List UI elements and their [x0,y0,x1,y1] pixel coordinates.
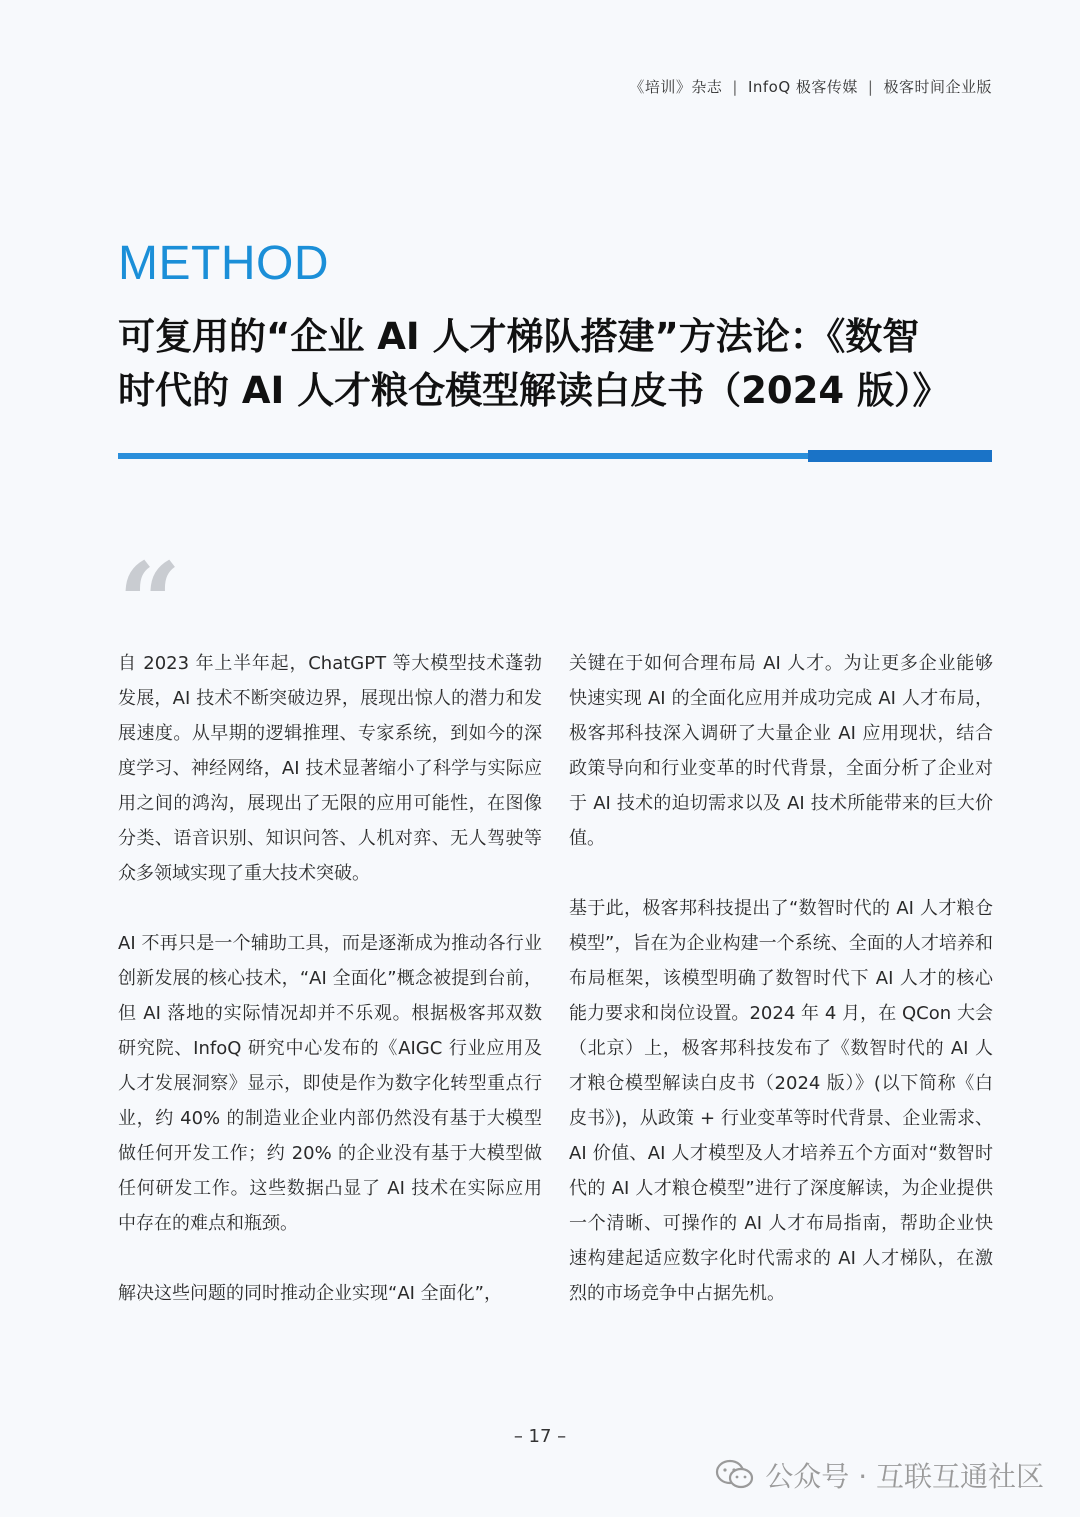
divider-thin-segment [118,453,810,459]
body-paragraph: 基于此，极客邦科技提出了“数智时代的 AI 人才粮仓模型”，旨在为企业构建一个系统、全面的人才培养和布局框架，该模型明确了数智时代下 AI 人才的核心能力要求和岗位设置。2024 年 4 月，在 QCon 大会（北京）上，极客邦科技发布了《数智时代的 AI 人才粮仓模型解读白皮书（2024 版）》(以下简称《白皮书》)，从政策 + 行业变革等时代背景、企业需求、AI 价值、AI 人才模型及人才培养五个方面对“数智时代的 AI 人才粮仓模型”进行了深度解读，为企业提供一个清晰、可操作的 AI 人才布局指南，帮助企业快速构建起适应数字化时代需求的 AI 人才梯队，在激烈的市场竞争中占据先机。 [569,898,993,1304]
wechat-icon [715,1458,755,1492]
divider-thick-segment [808,450,992,462]
header-separator: | [867,77,874,96]
page-number: – 17 – [513,1426,567,1447]
header-item-infoq: InfoQ 极客传媒 [747,78,858,96]
header-separator: | [732,77,738,96]
section-kicker: METHOD [118,237,329,290]
article-title [118,310,998,418]
watermark [715,1455,1044,1495]
header-item-geektime: 极客时间企业版 [883,78,992,96]
watermark-text: 公众号 · 互联互通社区 [765,1460,1044,1493]
body-paragraph: 自 2023 年上半年起，ChatGPT 等大模型技术蓬勃发展，AI 技术不断突破边界，展现出惊人的潜力和发展速度。从早期的逻辑推理、专家系统，到如今的深度学习、神经网络，AI 技术显著缩小了科学与实际应用之间的鸿沟，展现出了无限的应用可能性，在图像分类、语音识别、知识问答、人机对弈、无人驾驶等众多领域实现了重大技术突破。 [118,653,542,884]
body-paragraph: 解决这些问题的同时推动企业实现“AI 全面化”， [118,1283,502,1304]
header-item-magazine: 《培训》杂志 [629,78,723,96]
title-line: 时代的 AI 人才粮仓模型解读白皮书（2024 版）》 [118,369,950,412]
quote-mark-icon: “ [118,538,182,667]
running-header [629,76,992,97]
title-divider [118,450,992,462]
title-line: 可复用的“企业 AI 人才梯队搭建”方法论：《数智 [118,315,920,358]
body-paragraph: AI 不再只是一个辅助工具，而是逐渐成为推动各行业创新发展的核心技术，“AI 全面化”概念被提到台前，但 AI 落地的实际情况却并不乐观。根据极客邦双数研究院、InfoQ 研究中心发布的《AIGC 行业应用及人才发展洞察》显示，即使是作为数字化转型重点行业，约 40% 的制造业企业内部仍然没有基于大模型做任何开发工作；约 20% 的企业没有基于大模型做任何研发工作。这些数据凸显了 AI 技术在实际应用中存在的难点和瓶颈。 [118,933,542,1234]
body-column-right [569,646,993,1311]
body-paragraph: 关键在于如何合理布局 AI 人才。为让更多企业能够快速实现 AI 的全面化应用并成功完成 AI 人才布局，极客邦科技深入调研了大量企业 AI 应用现状，结合政策导向和行业变革的时代背景，全面分析了企业对于 AI 技术的迫切需求以及 AI 技术所能带来的巨大价值。 [569,653,993,849]
body-column-left [118,646,542,1311]
